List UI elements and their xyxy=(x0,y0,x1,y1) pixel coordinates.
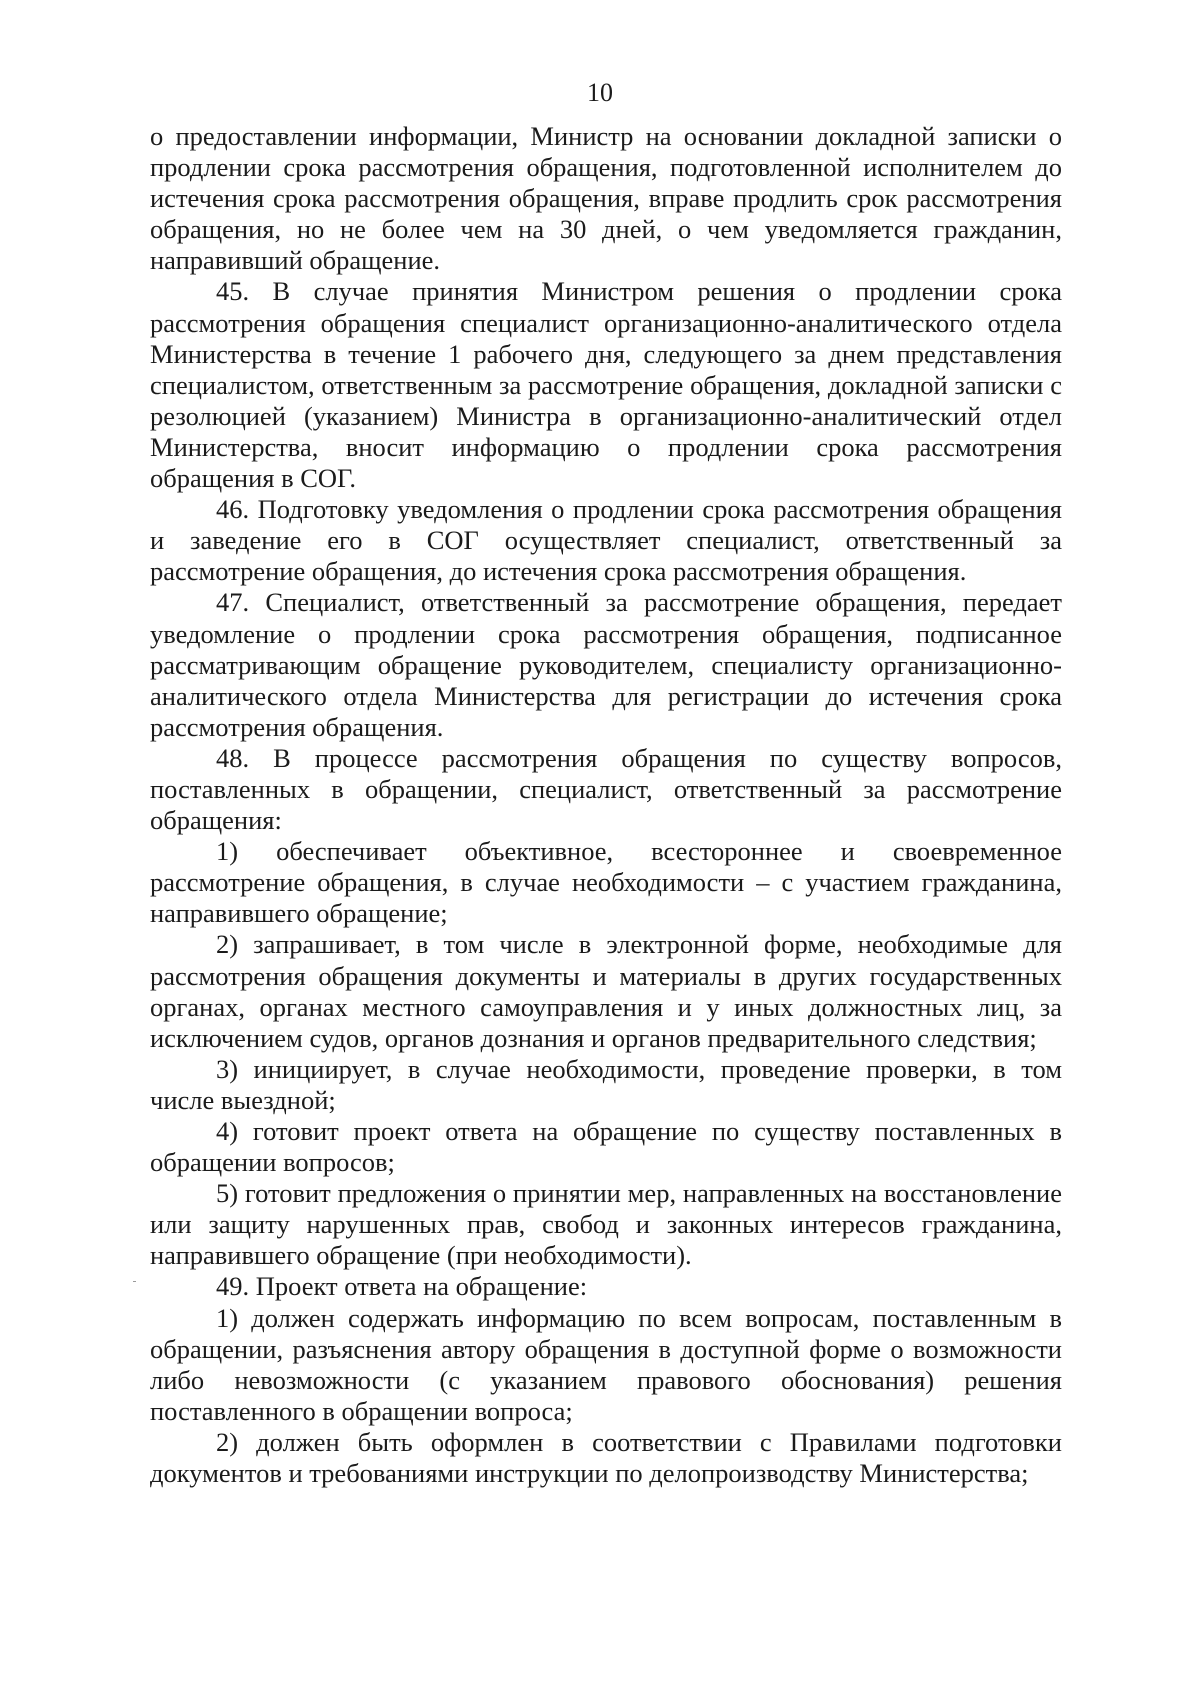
subitem-48-5: 5) готовит предложения о принятии мер, направленных на восстановление или защиту нарушенных прав, свобод и законных интересов гражданина, направившего обращение (при необходимости). xyxy=(150,1178,1062,1271)
paragraph-item-46: 46. Подготовку уведомления о продлении срока рассмотрения обращения и заведение его в СОГ осуществляет специалист, ответственный за рассмотрение обращения, до истечения срока рассмотрения обращения. xyxy=(150,494,1062,587)
paragraph-continuation: о предоставлении информации, Министр на основании докладной записки о продлении срока рассмотрения обращения, подготовленной исполнителем до истечения срока рассмотрения обращения, вправе продлить срок рассмотрения обращения, но не более чем на 30 дней, о чем уведомляется гражданин, направивший обращение. xyxy=(150,121,1062,276)
subitem-49-2: 2) должен быть оформлен в соответствии с Правилами подготовки документов и требованиями инструкции по делопроизводству Министерства; xyxy=(150,1426,1062,1489)
document-body xyxy=(150,121,1062,1489)
subitem-48-4: 4) готовит проект ответа на обращение по существу поставленных в обращении вопросов; xyxy=(150,1116,1062,1178)
paragraph-item-49: 49. Проект ответа на обращение: xyxy=(216,1271,588,1302)
paragraph-item-48: 48. В процессе рассмотрения обращения по существу вопросов, поставленных в обращении, специалист, ответственный за рассмотрение обращения: xyxy=(150,742,1062,836)
paragraph-item-45: 45. В случае принятия Министром решения о продлении срока рассмотрения обращения специалист организационно-аналитического отдела Министерства в течение 1 рабочего дня, следующего за днем представления специалистом, ответственным за рассмотрение обращения, докладной записки с резолюцией (указанием) Министра в организационно-аналитический отдел Министерства, вносит информацию о продлении срока рассмотрения обращения в СОГ. xyxy=(150,276,1062,494)
subitem-48-1: 1) обеспечивает объективное, всестороннее и своевременное рассмотрение обращения, в случае необходимости – с участием гражданина, направившего обращение; xyxy=(150,836,1062,929)
subitem-48-2: 2) запрашивает, в том числе в электронной форме, необходимые для рассмотрения обращения документы и материалы в других государственных органах, органах местного самоуправления и у иных должностных лиц, за исключением судов, органов дознания и органов предварительного следствия; xyxy=(150,929,1062,1053)
page-number: 10 xyxy=(587,78,613,107)
subitem-49-1: 1) должен содержать информацию по всем вопросам, поставленным в обращении, разъяснения автору обращения в доступной форме о возможности либо невозможности (с указанием правового обоснования) решения поставленного в обращении вопроса; xyxy=(150,1302,1062,1426)
subitem-48-3: 3) инициирует, в случае необходимости, проведение проверки, в том числе выездной; xyxy=(150,1053,1062,1115)
scan-speck xyxy=(133,1281,136,1282)
paragraph-item-47: 47. Специалист, ответственный за рассмотрение обращения, передает уведомление о продлении срока рассмотрения обращения, подписанное рассматривающим обращение руководителем, специалисту организационно-аналитического отдела Министерства для регистрации до истечения срока рассмотрения обращения. xyxy=(150,587,1062,742)
